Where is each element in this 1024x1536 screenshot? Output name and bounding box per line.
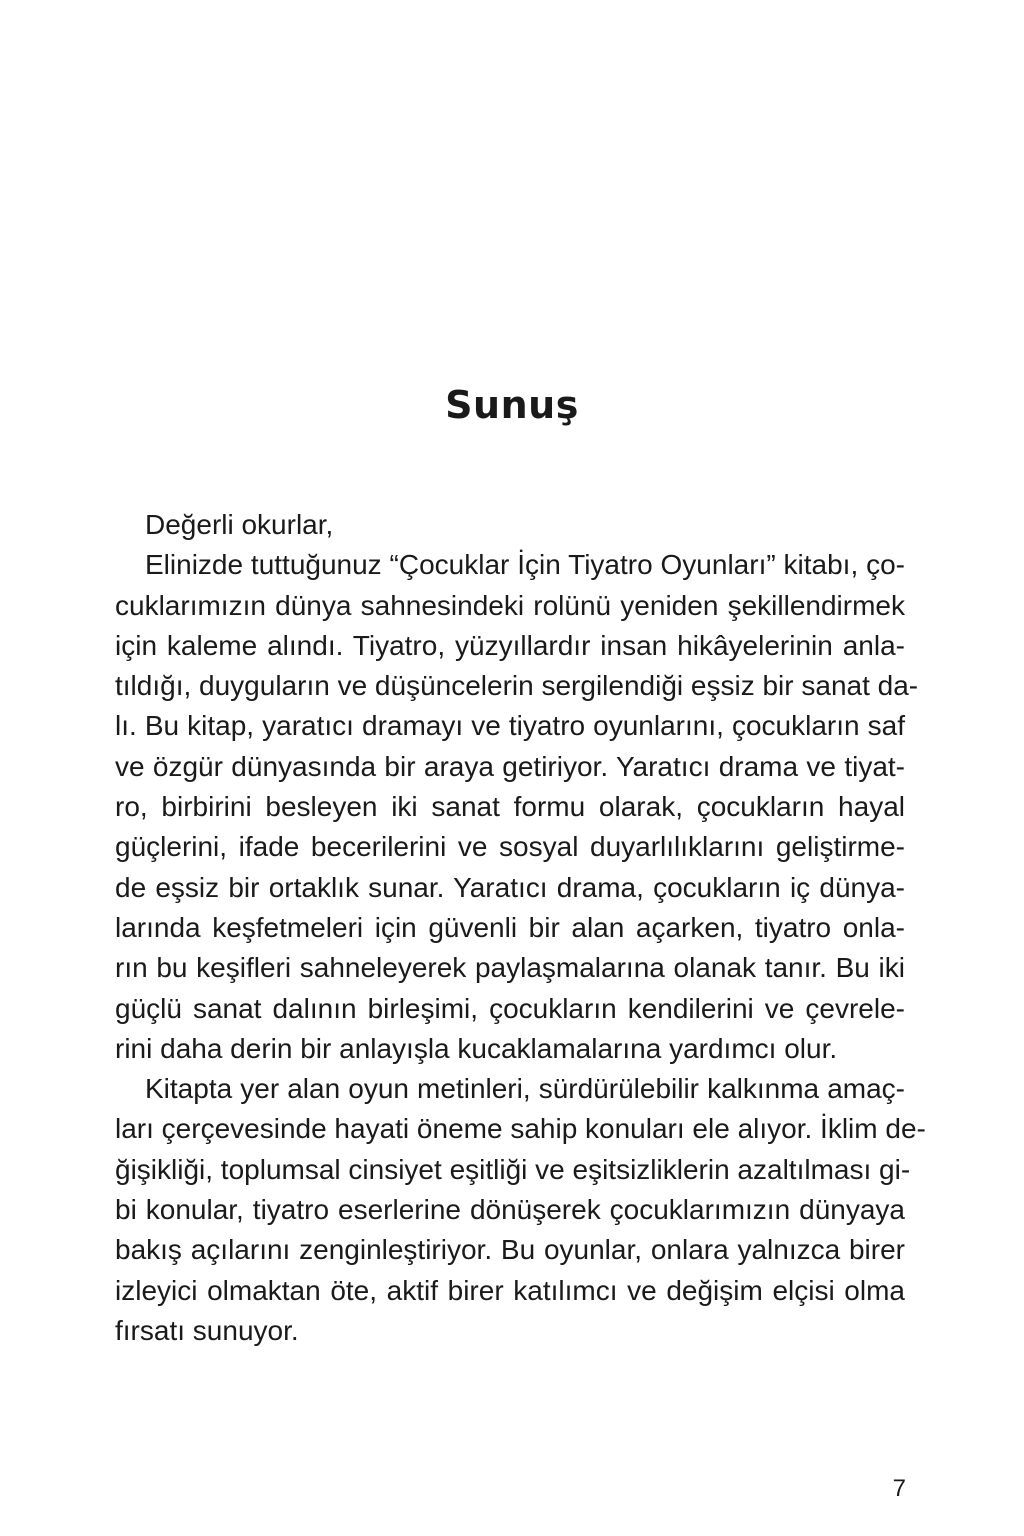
text-line: rini daha derin bir anlayışla kucaklamalarına yardımcı olur. — [115, 1032, 838, 1064]
text-line: tıldığı, duyguların ve düşüncelerin sergilendiği eşsiz bir sanat da- — [115, 670, 919, 702]
text-line: için kaleme alındı. Tiyatro, yüzyıllardır insan hikâyelerinin anla- — [115, 629, 905, 661]
text-line: de eşsiz bir ortaklık sunar. Yaratıcı drama, çocukların iç dünya- — [115, 871, 905, 903]
text-line: larında keşfetmeleri için güvenli bir alan açarken, tiyatro onla- — [115, 911, 905, 943]
text-line: ları çerçevesinde hayati öneme sahip konuları ele alıyor. İklim de- — [115, 1113, 926, 1145]
text-line: ro, birbirini besleyen iki sanat formu olarak, çocukların hayal — [115, 791, 905, 823]
text-line: izleyici olmaktan öte, aktif birer katılımcı ve değişim elçisi olma — [115, 1274, 905, 1306]
text-line: fırsatı sunuyor. — [115, 1314, 299, 1346]
text-line: Kitapta yer alan oyun metinleri, sürdürülebilir kalkınma amaç- — [145, 1073, 905, 1105]
page-title: Sunuş — [445, 383, 579, 427]
body-text — [115, 505, 926, 1351]
text-line: rın bu keşifleri sahneleyerek paylaşmalarına olanak tanır. Bu iki — [115, 952, 905, 984]
text-line: cuklarımızın dünya sahnesindeki rolünü yeniden şekillendirmek — [115, 589, 905, 621]
text-line: Değerli okurlar, — [145, 509, 334, 540]
text-line: güçlerini, ifade becerilerini ve sosyal duyarlılıklarını geliştirme- — [115, 831, 905, 863]
text-line: ve özgür dünyasında bir araya getiriyor. Yaratıcı drama ve tiyat- — [115, 750, 905, 782]
text-line: güçlü sanat dalının birleşimi, çocukların kendilerini ve çevrele- — [115, 992, 905, 1024]
text-line: lı. Bu kitap, yaratıcı dramayı ve tiyatro oyunlarını, çocukların saf — [115, 710, 905, 742]
text-line: Elinizde tuttuğunuz “Çocuklar İçin Tiyatro Oyunları” kitabı, ço- — [145, 549, 905, 581]
text-line: bi konular, tiyatro eserlerine dönüşerek çocuklarımızın dünyaya — [115, 1194, 905, 1226]
text-line: ğişikliği, toplumsal cinsiyet eşitliği ve eşitsizliklerin azaltılması gi- — [115, 1153, 911, 1185]
page-number: 7 — [892, 1475, 906, 1502]
text-line: bakış açılarını zenginleştiriyor. Bu oyunlar, onlara yalnızca birer — [115, 1234, 905, 1266]
